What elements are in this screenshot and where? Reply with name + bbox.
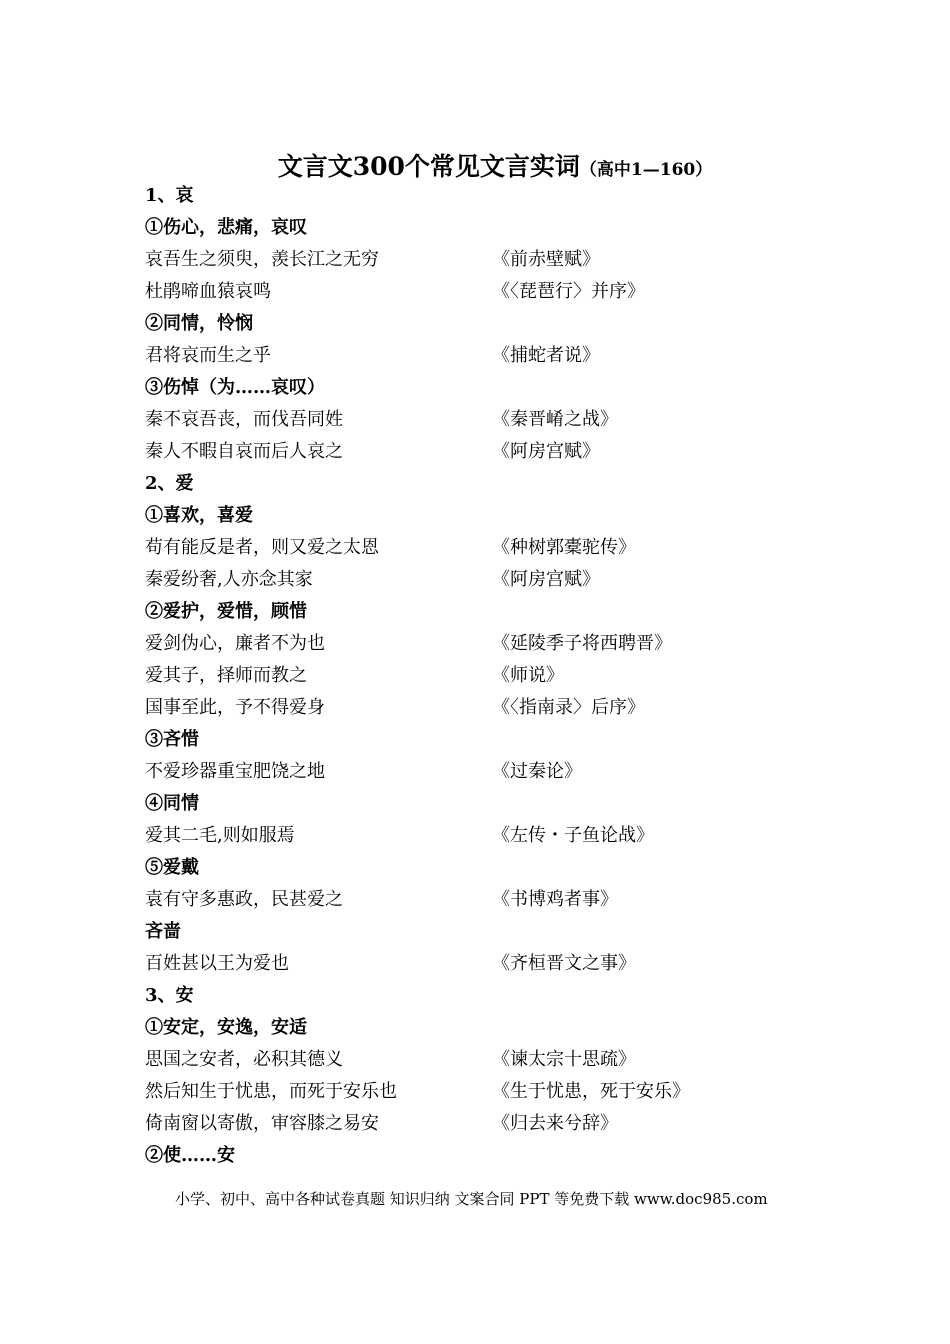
entry-heading — [145, 1140, 865, 1172]
example-row — [145, 884, 865, 916]
example-text: 哀吾生之须臾，羡长江之无穷 — [145, 249, 379, 270]
entry-heading — [145, 980, 865, 1012]
heading-text: ③吝惜 — [145, 729, 199, 750]
example-row — [145, 340, 865, 372]
example-row — [145, 532, 865, 564]
heading-text: 1、哀 — [145, 185, 194, 206]
example-text: 爱剑伪心，廉者不为也 — [145, 633, 325, 654]
entry-heading — [145, 372, 865, 404]
example-row — [145, 1108, 865, 1140]
example-text: 倚南窗以寄傲，审容膝之易安 — [145, 1113, 379, 1134]
heading-text: 3、安 — [145, 985, 194, 1006]
example-row — [145, 628, 865, 660]
example-row — [145, 948, 865, 980]
heading-text: ①伤心，悲痛，哀叹 — [145, 217, 307, 238]
example-row — [145, 564, 865, 596]
example-text: 秦爱纷奢,人亦念其家 — [145, 569, 313, 590]
entry-heading — [145, 212, 865, 244]
entry-heading — [145, 724, 865, 756]
example-source: 《谏太宗十思疏》 — [492, 1049, 636, 1070]
example-row — [145, 756, 865, 788]
heading-text: ②爱护，爱惜，顾惜 — [145, 601, 307, 622]
example-text: 爱其子，择师而教之 — [145, 665, 307, 686]
example-source: 《阿房宫赋》 — [492, 569, 600, 590]
example-text: 袁有守多惠政，民甚爱之 — [145, 889, 343, 910]
title-subtitle: （高中1—160） — [579, 160, 713, 180]
example-source: 《种树郭橐驼传》 — [492, 537, 636, 558]
heading-text: 吝啬 — [145, 921, 181, 942]
example-text: 百姓甚以王为爱也 — [145, 953, 289, 974]
example-text: 秦不哀吾丧，而伐吾同姓 — [145, 409, 343, 430]
entry-heading — [145, 788, 865, 820]
example-row — [145, 1044, 865, 1076]
heading-text: 2、爱 — [145, 473, 194, 494]
entry-heading — [145, 180, 865, 212]
footer-note: 小学、初中、高中各种试卷真题 知识归纳 文案合同 PPT 等免费下载 www.doc985.com — [175, 1190, 768, 1208]
example-row — [145, 820, 865, 852]
heading-text: ②使……安 — [145, 1145, 235, 1166]
example-source: 《秦晋崤之战》 — [492, 409, 618, 430]
example-text: 国事至此，予不得爱身 — [145, 697, 325, 718]
example-source: 《前赤壁赋》 — [492, 249, 600, 270]
example-source: 《过秦论》 — [492, 761, 582, 782]
heading-text: ③伤悼（为……哀叹） — [145, 377, 325, 398]
example-source: 《师说》 — [492, 665, 564, 686]
entry-heading — [145, 916, 865, 948]
page-title — [0, 147, 950, 183]
heading-text: ⑤爱戴 — [145, 857, 199, 878]
entry-heading — [145, 852, 865, 884]
example-text: 思国之安者，必积其德义 — [145, 1049, 343, 1070]
entry-heading — [145, 1012, 865, 1044]
example-text: 爱其二毛,则如服焉 — [145, 825, 295, 846]
example-row — [145, 404, 865, 436]
example-source: 《捕蛇者说》 — [492, 345, 600, 366]
example-row — [145, 660, 865, 692]
example-text: 杜鹃啼血猿哀鸣 — [145, 281, 271, 302]
example-source: 《延陵季子将西聘晋》 — [492, 633, 672, 654]
entry-heading — [145, 308, 865, 340]
entry-heading — [145, 596, 865, 628]
example-text: 苟有能反是者，则又爱之太恩 — [145, 537, 379, 558]
example-text: 君将哀而生之乎 — [145, 345, 271, 366]
vocabulary-list — [145, 180, 865, 1172]
example-row — [145, 276, 865, 308]
entry-heading — [145, 500, 865, 532]
example-source: 《归去来兮辞》 — [492, 1113, 618, 1134]
example-text: 不爱珍器重宝肥饶之地 — [145, 761, 325, 782]
heading-text: ①安定，安逸，安适 — [145, 1017, 307, 1038]
example-row — [145, 436, 865, 468]
example-source: 《生于忧患，死于安乐》 — [492, 1081, 690, 1102]
example-source: 《〈琵琶行〉并序》 — [492, 281, 645, 302]
example-row — [145, 692, 865, 724]
example-source: 《齐桓晋文之事》 — [492, 953, 636, 974]
example-source: 《阿房宫赋》 — [492, 441, 600, 462]
example-text: 秦人不暇自哀而后人哀之 — [145, 441, 343, 462]
heading-text: ②同情，怜悯 — [145, 313, 253, 334]
heading-text: ①喜欢，喜爱 — [145, 505, 253, 526]
example-row — [145, 1076, 865, 1108]
example-text: 然后知生于忧患，而死于安乐也 — [145, 1081, 397, 1102]
example-source: 《左传・子鱼论战》 — [492, 825, 654, 846]
title-main: 文言文300个常见文言实词 — [277, 152, 580, 181]
example-row — [145, 244, 865, 276]
example-source: 《书博鸡者事》 — [492, 889, 618, 910]
example-source: 《〈指南录〉后序》 — [492, 697, 645, 718]
entry-heading — [145, 468, 865, 500]
heading-text: ④同情 — [145, 793, 199, 814]
